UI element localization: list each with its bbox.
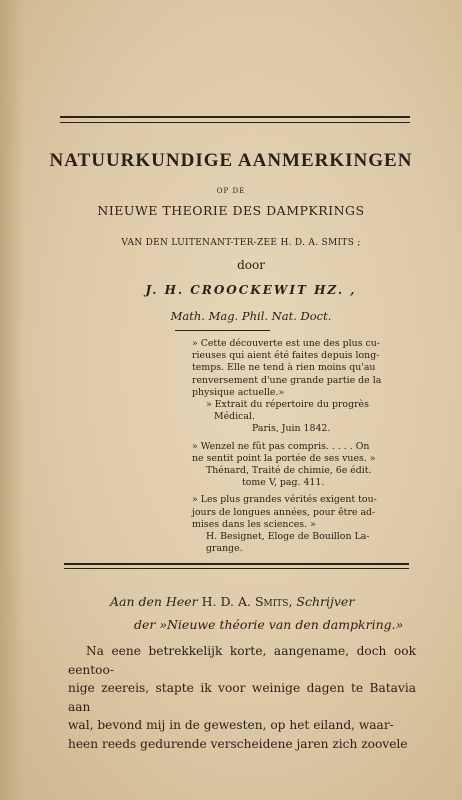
address-line-1 [110,590,403,613]
quote-line: » Cette découverte est une des plus cu- [192,338,380,349]
quote-3 [192,494,424,555]
section-double-rule [64,563,409,569]
quote-attribution: tome V, pag. 411. [242,477,325,489]
quote-attribution: H. Besignet, Eloge de Bouillon La- [206,531,370,543]
body-line: Na eene betrekkelijk korte, aangename, doch ook eentoo- [68,644,416,677]
author-name: J. H. CROOCKEWIT HZ. , [145,283,357,297]
byline: VAN DEN LUITENANT-TER-ZEE H. D. A. SMITS ; [121,238,361,248]
address-role: Schrijver [296,594,355,609]
address-line-2: der »Nieuwe théorie van den dampkring.» [134,617,404,632]
quote-1 [192,338,424,436]
quote-line: » Wenzel ne fût pas compris. . . . . On [192,440,370,452]
quote-line: temps. Elle ne tend à rien moins qu'au [192,362,376,374]
epigraph-quotes [192,338,424,560]
quote-attribution: Paris, Juin 1842. [252,423,331,435]
quote-attribution: grange. [206,543,243,555]
quote-2 [192,441,424,490]
short-rule [175,330,270,331]
address-recipient: H. D. A. Smits, [201,594,293,609]
address-prefix: Aan den Heer [110,594,198,609]
quote-attribution: Médical. [214,411,255,423]
quote-line: jours de longues années, pour être ad- [192,506,376,518]
title-connector: OP DE [216,187,246,195]
quote-line: physique actuelle.» [192,386,285,398]
quote-line: rieuses qui aient été faites depuis long- [192,350,380,362]
address-heading [110,590,403,636]
quote-attribution: Thénard, Traité de chimie, 6e édit. [206,465,372,477]
page-edge-shadow [0,0,24,800]
subtitle: NIEUWE THEORIE DES DAMPKRINGS [97,203,365,218]
quote-line: » Les plus grandes vérités exigent tou- [192,494,377,506]
door-text: door [237,258,265,272]
quote-attribution: » Extrait du répertoire du progrès [206,399,369,411]
body-paragraph [68,642,416,753]
quote-line: mises dans les sciences. » [192,518,316,530]
top-double-rule [60,116,410,123]
quote-line: renversement d'une grande partie de la [192,374,382,386]
author-degree: Math. Mag. Phil. Nat. Doct. [170,309,332,323]
quote-line: ne sentit point la portée de ses vues. » [192,452,376,464]
body-line: heen reeds gedurende verscheidene jaren zich zoovele [68,736,408,751]
page-title: NATUURKUNDIGE AANMERKINGEN [49,150,413,171]
body-line: wal, bevond mij in de gewesten, op het eiland, waar- [68,718,394,732]
body-line: nige zeereis, stapte ik voor weinige dagen te Batavia aan [68,681,416,714]
